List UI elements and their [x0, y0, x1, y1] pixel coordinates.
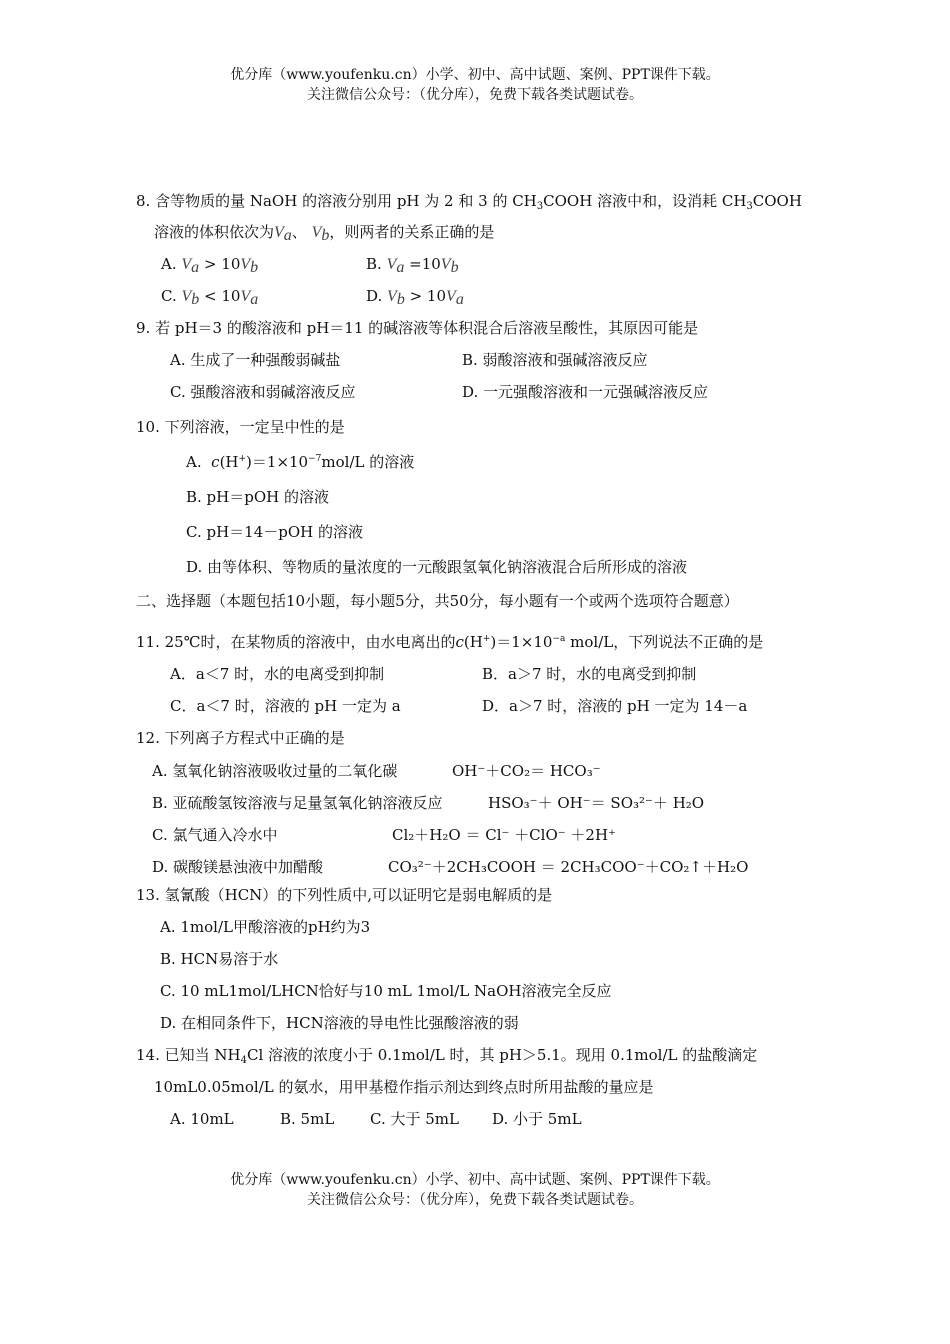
option-label: D.: [366, 287, 383, 305]
text: mol/L 的溶液: [321, 453, 415, 471]
q12-option-a-equation: OH⁻＋CO₂＝ HCO₃⁻: [452, 762, 601, 780]
option-label: A.: [186, 453, 202, 471]
text: (H: [463, 633, 483, 651]
q11-option-d: D．a＞7 时，溶液的 pH 一定为 14－a: [482, 697, 748, 715]
q12-option-d-text: D. 碳酸镁悬浊液中加醋酸: [152, 858, 324, 876]
subscript-b: b: [191, 291, 200, 308]
q8-option-a: [161, 254, 258, 275]
var-v: V: [446, 288, 456, 305]
subscript-a: a: [191, 259, 200, 276]
var-v: V: [440, 256, 451, 273]
q10-option-b: B. pH＝pOH 的溶液: [186, 488, 329, 506]
superscript: −a: [552, 634, 566, 644]
q9-option-b: B. 弱酸溶液和强碱溶液反应: [462, 351, 648, 369]
superscript: +: [482, 634, 491, 644]
superscript: +: [238, 454, 247, 464]
q12-option-a-text: A. 氢氧化钠溶液吸收过量的二氧化碳: [152, 762, 398, 780]
q10-option-d: D. 由等体积、等物质的量浓度的一元酸跟氢氧化钠溶液混合后所形成的溶液: [186, 558, 688, 576]
subscript: 3: [746, 201, 753, 212]
text: mol/L，下列说法不正确的是: [565, 633, 764, 651]
q8-option-b: [366, 254, 459, 275]
var-c: c: [211, 453, 220, 471]
var-v: V: [311, 224, 322, 241]
q12-option-d-equation: CO₃²⁻＋2CH₃COOH ＝ 2CH₃COO⁻＋CO₂↑＋H₂O: [388, 858, 749, 876]
subscript: 3: [536, 201, 544, 212]
subscript-b: b: [321, 227, 330, 244]
separator: 、: [291, 223, 307, 241]
var-v: V: [387, 288, 397, 305]
subscript-a: a: [455, 291, 464, 308]
q11-option-c: C．a＜7 时，溶液的 pH 一定为 a: [170, 697, 401, 715]
q8-stem-line1: [136, 191, 802, 211]
relation: > 10: [404, 287, 447, 305]
q8-stem-line2: [154, 222, 494, 243]
q9-option-d: D. 一元强酸溶液和一元强碱溶液反应: [462, 383, 709, 401]
q11-option-b: B．a＞7 时，水的电离受到抑制: [482, 665, 697, 683]
q8-option-c: [161, 286, 258, 307]
q12-option-c-text: C. 氯气通入冷水中: [152, 826, 278, 844]
text: 14. 已知当 NH: [136, 1046, 241, 1064]
subscript-a: a: [396, 259, 405, 276]
var-c: c: [455, 633, 464, 651]
q8-stem2-part1: 溶液的体积依次为: [154, 223, 275, 241]
q8-stem-part2: COOH 溶液中和，设消耗 CH: [543, 192, 747, 210]
header-line-1: 优分库（www.youfenku.cn）小学、初中、高中试题、案例、PPT课件下载。: [230, 67, 720, 83]
var-v: V: [181, 288, 192, 305]
superscript: −7: [308, 454, 322, 464]
q8-stem2-part2: ，则两者的关系正确的是: [329, 223, 495, 241]
q12-option-c-equation: Cl₂＋H₂O ＝ Cl⁻ ＋ClO⁻ ＋2H⁺: [392, 826, 616, 844]
q8-stem-part1: 8. 含等物质的量 NaOH 的溶液分别用 pH 为 2 和 3 的 CH: [136, 192, 537, 210]
text: Cl 溶液的浓度小于 0.1mol/L 时，其 pH＞5.1。现用 0.1mol/L 的盐酸滴定: [246, 1046, 758, 1064]
text: (H: [219, 453, 239, 471]
section-2-heading: 二、选择题（本题包括10小题，每小题5分，共50分，每小题有一个或两个选项符合题意）: [136, 592, 739, 610]
subscript: 4: [240, 1055, 247, 1066]
q13-option-d: D. 在相同条件下，HCN溶液的导电性比强酸溶液的弱: [160, 1014, 519, 1032]
q12-option-b-equation: HSO₃⁻＋ OH⁻＝ SO₃²⁻＋ H₂O: [488, 794, 705, 812]
q14-option-b: B. 5mL: [280, 1110, 335, 1128]
q13-stem: 13. 氢氰酸（HCN）的下列性质中,可以证明它是弱电解质的是: [136, 886, 553, 904]
q8-option-d: [366, 286, 464, 307]
text: )＝1×10: [246, 453, 309, 471]
subscript-a: a: [283, 227, 292, 244]
var-v: V: [181, 256, 192, 273]
option-label: B.: [366, 255, 382, 273]
q13-option-a: A. 1mol/L甲酸溶液的pH约为3: [160, 918, 371, 936]
header-line-2: 关注微信公众号：（优分库），免费下载各类试题试卷。: [307, 87, 643, 103]
q11-stem: [136, 632, 763, 652]
q11-option-a: A．a＜7 时，水的电离受到抑制: [170, 665, 385, 683]
subscript-a: a: [250, 291, 259, 308]
var-v: V: [274, 224, 284, 241]
relation: < 10: [199, 287, 241, 305]
q10-option-c: C. pH＝14－pOH 的溶液: [186, 523, 363, 541]
subscript-b: b: [450, 259, 459, 276]
q12-option-b-text: B. 亚硫酸氢铵溶液与足量氢氧化钠溶液反应: [152, 794, 443, 812]
q13-option-c: C. 10 mL1mol/LHCN恰好与10 mL 1mol/L NaOH溶液完全反应: [160, 982, 612, 1000]
q14-stem-line1: [136, 1045, 757, 1065]
q10-option-a: [186, 452, 414, 472]
var-v: V: [240, 288, 251, 305]
footer-line-2: 关注微信公众号：（优分库），免费下载各类试题试卷。: [307, 1192, 643, 1208]
q14-stem-line2: 10mL0.05mol/L 的氨水，用甲基橙作指示剂达到终点时所用盐酸的量应是: [154, 1078, 654, 1096]
q12-stem: 12. 下列离子方程式中正确的是: [136, 729, 345, 747]
subscript-b: b: [250, 259, 259, 276]
q9-option-c: C. 强酸溶液和弱碱溶液反应: [170, 383, 356, 401]
q10-stem: 10. 下列溶液，一定呈中性的是: [136, 418, 345, 436]
subscript-b: b: [396, 291, 405, 308]
q9-option-a: A. 生成了一种强酸弱碱盐: [170, 351, 341, 369]
footer-line-1: 优分库（www.youfenku.cn）小学、初中、高中试题、案例、PPT课件下载。: [230, 1172, 720, 1188]
q14-option-d: D. 小于 5mL: [492, 1110, 582, 1128]
var-v: V: [240, 256, 251, 273]
q9-stem: 9. 若 pH＝3 的酸溶液和 pH＝11 的碱溶液等体积混合后溶液呈酸性，其原因可能是: [136, 319, 699, 337]
q14-option-c: C. 大于 5mL: [370, 1110, 459, 1128]
text: )＝1×10: [490, 633, 553, 651]
relation: > 10: [199, 255, 241, 273]
option-label: C.: [161, 287, 177, 305]
option-label: A.: [161, 255, 177, 273]
q13-option-b: B. HCN易溶于水: [160, 950, 279, 968]
relation: =10: [404, 255, 441, 273]
var-v: V: [386, 256, 397, 273]
q14-option-a: A. 10mL: [170, 1110, 234, 1128]
text: 11. 25℃时，在某物质的溶液中，由水电离出的: [136, 633, 456, 651]
q8-stem-part3: COOH: [752, 192, 802, 210]
